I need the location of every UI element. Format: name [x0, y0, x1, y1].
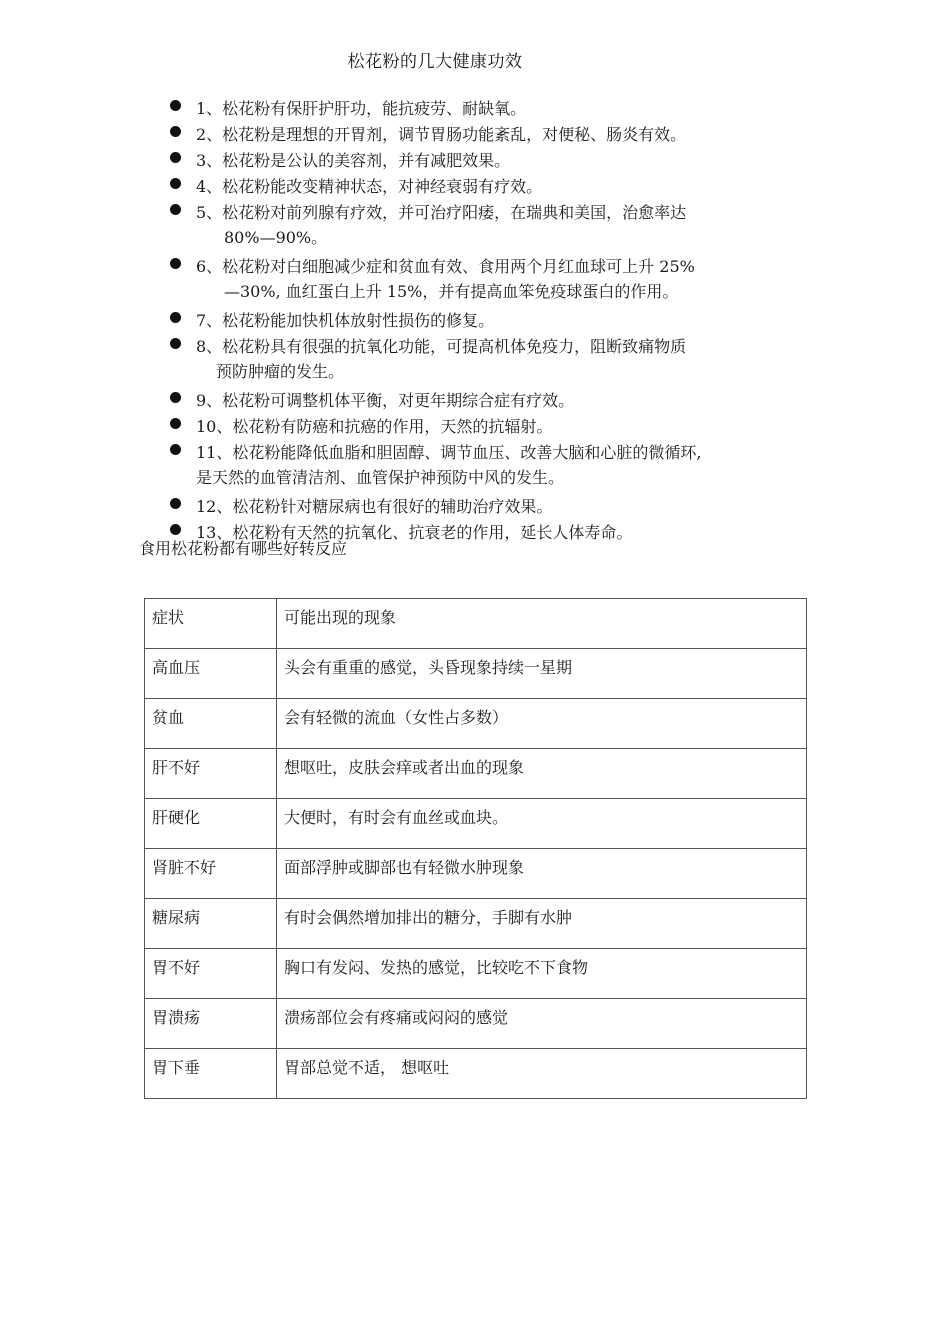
list-item-text: 12、松花粉针对糖尿病也有很好的辅助治疗效果。	[196, 497, 553, 516]
bullet-icon	[170, 126, 181, 137]
bullet-icon	[170, 312, 181, 323]
table-cell-phenomenon: 头会有重重的感觉，头昏现象持续一星期	[277, 649, 807, 699]
effects-list	[166, 96, 816, 546]
table-header-cell: 可能出现的现象	[277, 599, 807, 649]
bullet-icon	[170, 152, 181, 163]
list-item	[166, 308, 816, 333]
table-cell-phenomenon: 想呕吐，皮肤会痒或者出血的现象	[277, 749, 807, 799]
reactions-table	[144, 598, 807, 1099]
bullet-icon	[170, 178, 181, 189]
table-cell-symptom: 糖尿病	[145, 899, 277, 949]
table-header-cell: 症状	[145, 599, 277, 649]
table-cell-phenomenon: 会有轻微的流血（女性占多数）	[277, 699, 807, 749]
list-item-text: 3、松花粉是公认的美容剂，并有减肥效果。	[196, 151, 511, 170]
list-item	[166, 148, 816, 173]
list-item	[166, 440, 816, 490]
list-item-text: 4、松花粉能改变精神状态，对神经衰弱有疗效。	[196, 177, 543, 196]
table-cell-phenomenon: 面部浮肿或脚部也有轻微水肿现象	[277, 849, 807, 899]
list-item-text: 8、松花粉具有很强的抗氧化功能，可提高机体免疫力，阻断致痛物质	[196, 337, 687, 356]
table-row	[145, 649, 807, 699]
list-item	[166, 200, 816, 250]
table-row	[145, 1049, 807, 1099]
table-row	[145, 949, 807, 999]
bullet-icon	[170, 444, 181, 455]
list-item-text: 5、松花粉对前列腺有疗效，并可治疗阳痿，在瑞典和美国，治愈率达	[196, 203, 687, 222]
list-item	[166, 494, 816, 519]
table-row	[145, 799, 807, 849]
table-cell-symptom: 胃溃疡	[145, 999, 277, 1049]
bullet-icon	[170, 524, 181, 535]
list-item-text: 11、松花粉能降低血脂和胆固醇、调节血压、改善大脑和心脏的微循环,	[196, 443, 702, 462]
list-item	[166, 122, 816, 147]
table-row	[145, 999, 807, 1049]
list-item-continuation: 预防肿瘤的发生。	[216, 362, 345, 381]
bullet-icon	[170, 100, 181, 111]
table-cell-phenomenon: 有时会偶然增加排出的糖分，手脚有水肿	[277, 899, 807, 949]
table-cell-phenomenon: 胃部总觉不适， 想呕吐	[277, 1049, 807, 1099]
bullet-icon	[170, 498, 181, 509]
list-item-text: 1、松花粉有保肝护肝功，能抗疲劳、耐缺氧。	[196, 99, 527, 118]
bullet-icon	[170, 418, 181, 429]
list-item-text: 2、松花粉是理想的开胃剂，调节胃肠功能紊乱，对便秘、肠炎有效。	[196, 125, 687, 144]
list-item-text: 6、松花粉对白细胞减少症和贫血有效、食用两个月红血球可上升 25%	[196, 257, 695, 276]
list-item	[166, 174, 816, 199]
document-title: 松花粉的几大健康功效	[347, 52, 523, 72]
bullet-icon	[170, 258, 181, 269]
table-cell-symptom: 肝不好	[145, 749, 277, 799]
section-subtitle: 食用松花粉都有哪些好转反应	[139, 539, 348, 558]
list-item-text: 10、松花粉有防癌和抗癌的作用，天然的抗辐射。	[196, 417, 553, 436]
table-row	[145, 699, 807, 749]
list-item	[166, 254, 816, 304]
table-row	[145, 899, 807, 949]
table-cell-phenomenon: 胸口有发闷、发热的感觉，比较吃不下食物	[277, 949, 807, 999]
table-header-row	[145, 599, 807, 649]
bullet-icon	[170, 338, 181, 349]
list-item-text: 7、松花粉能加快机体放射性损伤的修复。	[196, 311, 495, 330]
table-cell-symptom: 胃不好	[145, 949, 277, 999]
table-cell-symptom: 高血压	[145, 649, 277, 699]
list-item	[166, 414, 816, 439]
list-item-continuation: 80%—90%。	[224, 228, 328, 247]
list-item	[166, 388, 816, 413]
table-row	[145, 749, 807, 799]
table-cell-symptom: 肝硬化	[145, 799, 277, 849]
list-item-continuation: 是天然的血管清洁剂、血管保护神预防中风的发生。	[196, 468, 565, 487]
list-item-text: 13、松花粉有天然的抗氧化、抗衰老的作用，延长人体寿命。	[196, 523, 633, 542]
table-cell-symptom: 肾脏不好	[145, 849, 277, 899]
list-item	[166, 96, 816, 121]
table-cell-phenomenon: 溃疡部位会有疼痛或闷闷的感觉	[277, 999, 807, 1049]
bullet-icon	[170, 204, 181, 215]
list-item	[166, 334, 816, 384]
table-row	[145, 849, 807, 899]
bullet-icon	[170, 392, 181, 403]
table-cell-symptom: 贫血	[145, 699, 277, 749]
list-item-text: 9、松花粉可调整机体平衡，对更年期综合症有疗效。	[196, 391, 575, 410]
table-cell-symptom: 胃下垂	[145, 1049, 277, 1099]
list-item-continuation: —30%, 血红蛋白上升 15%，并有提高血笨免疫球蛋白的作用。	[224, 282, 679, 301]
table-cell-phenomenon: 大便时，有时会有血丝或血块。	[277, 799, 807, 849]
